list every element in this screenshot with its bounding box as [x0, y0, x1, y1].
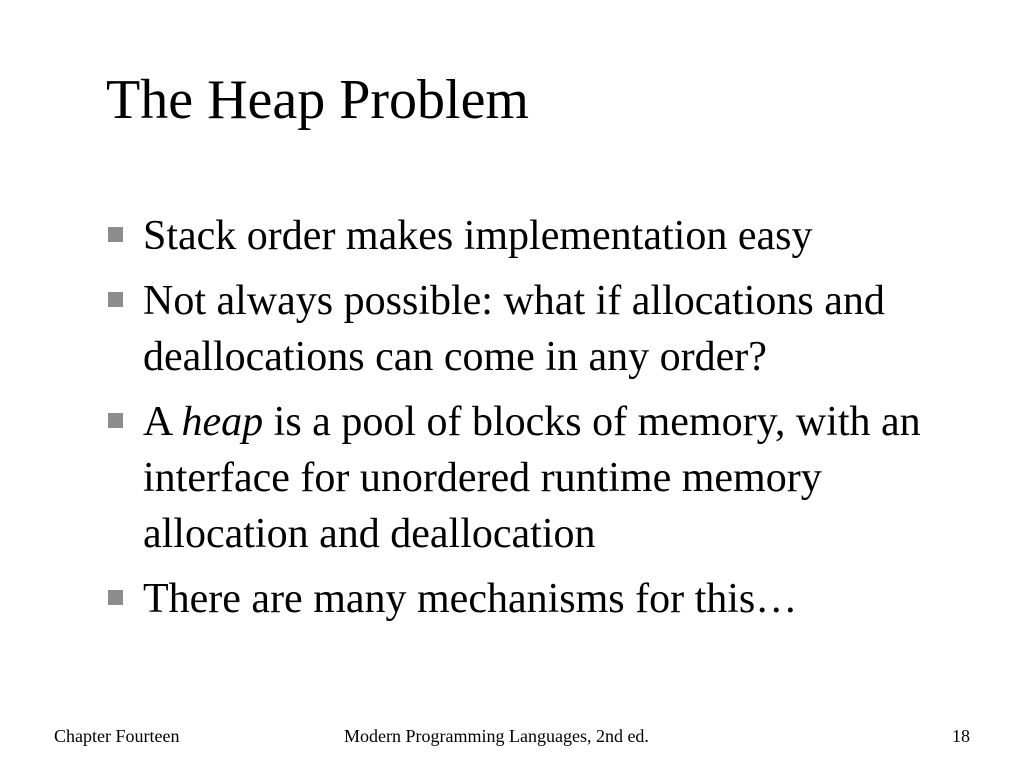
footer-page-number: 18 [952, 726, 970, 746]
bullet-item [108, 273, 968, 385]
footer-book-title: Modern Programming Languages, 2nd ed. [344, 726, 649, 746]
slide-title: The Heap Problem [106, 69, 529, 131]
bullet-item [108, 394, 968, 562]
emphasized-term: heap [181, 399, 264, 445]
bullet-item [108, 208, 968, 264]
square-bullet-icon [108, 413, 123, 428]
square-bullet-icon [108, 292, 123, 307]
square-bullet-icon [108, 227, 123, 242]
bullet-text-rich [143, 394, 963, 562]
bullet-text: Not always possible: what if allocations and deallocations can come in any order? [143, 278, 885, 380]
bullet-text: There are many mechanisms for this… [143, 576, 798, 622]
bullet-text-suffix: is a pool of blocks of memory, with an interface for unordered runtime memory allocation and deallocation [143, 399, 921, 557]
bullet-list [108, 208, 968, 636]
bullet-text: Stack order makes implementation easy [143, 213, 813, 259]
square-bullet-icon [108, 590, 123, 605]
footer-chapter: Chapter Fourteen [54, 726, 180, 746]
bullet-text-prefix: A [143, 399, 182, 445]
bullet-item [108, 571, 968, 627]
